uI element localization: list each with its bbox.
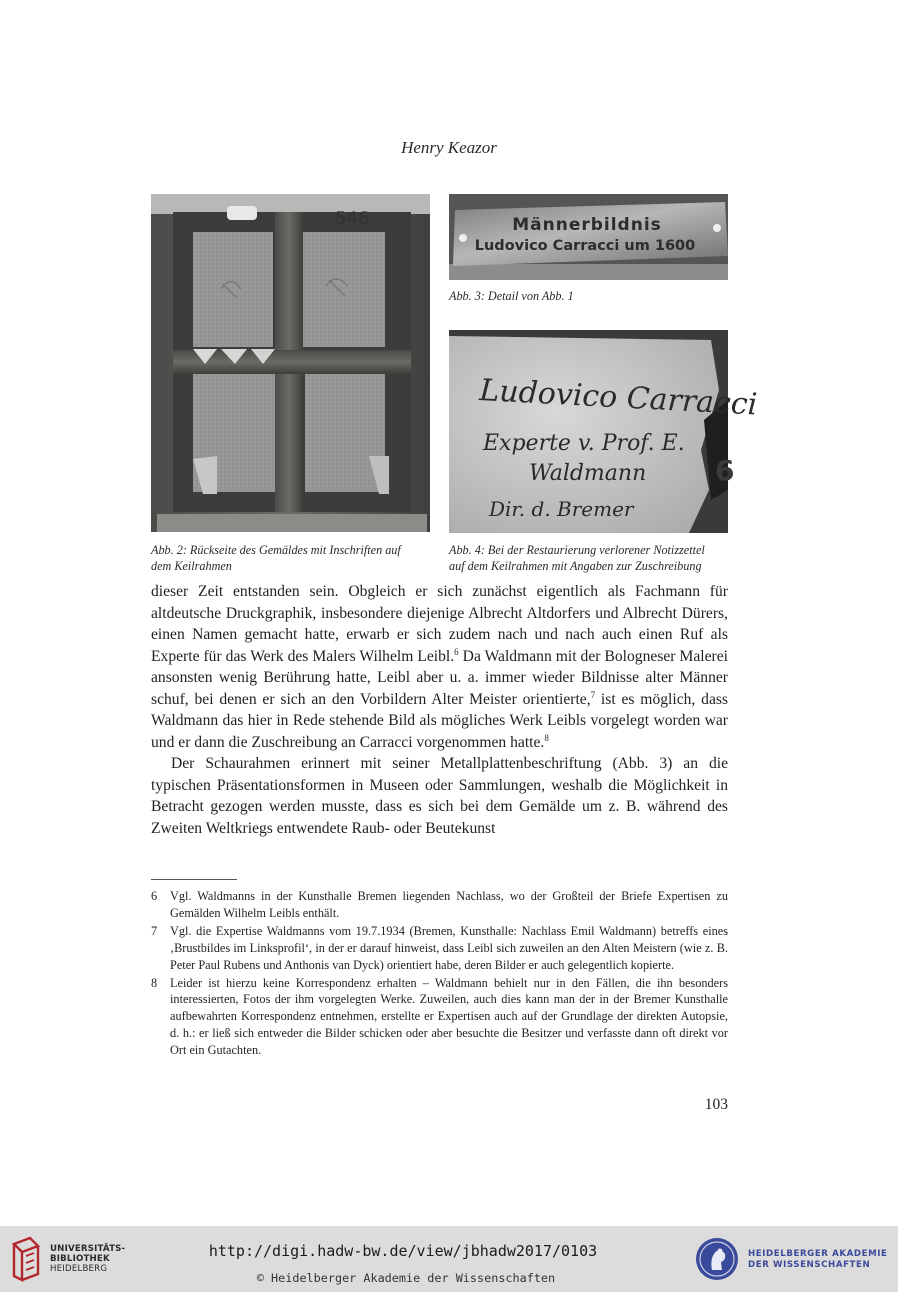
footnote-number: 8	[151, 975, 158, 990]
svg-text:6: 6	[715, 454, 735, 487]
footnote-number: 6	[151, 889, 158, 903]
note-line2: Experte v. Prof. E.	[483, 431, 685, 456]
hadw-name[interactable]	[748, 1249, 888, 1271]
page-number: 103	[704, 1096, 728, 1113]
caption-abb2	[151, 542, 436, 574]
copyright-notice: © Heidelberger Akademie der Wissenschaften	[256, 1271, 556, 1285]
hadw-line2: DER WISSENSCHAFTEN	[748, 1260, 871, 1270]
plate-text-line1: Männerbildnis	[512, 215, 662, 235]
footnote-text: Leider ist hierzu keine Korrespondenz erhalten – Waldmann behielt nur in den Fällen, die ihn besonders interessierten, Fotos der ihm vorgelegten Werke. Zuweilen, auch dies kann man der in der Bremer Kunsthalle aufbewahrten Korrespondenz entnehmen, erstellte er Expertisen auch auf der Grundlage der direkten Autopsie, d. h.: er ließ sich entweder die Bilder schicken oder aber besuchte die Besitzer und verfasste dann oft direkt vor Ort ein Gutachten.	[170, 975, 728, 1058]
note-line1: Ludovico Carracci	[478, 373, 759, 423]
hadw-line1: HEIDELBERGER AKADEMIE	[748, 1249, 888, 1259]
caption-abb3: Abb. 3: Detail von Abb. 1	[449, 289, 574, 303]
svg-text:546: 546	[335, 208, 370, 229]
paragraph-1	[151, 581, 728, 753]
figure-abb3-metal-plate	[449, 194, 728, 280]
paragraph-1-part-a: dieser Zeit entstanden sein. Obgleich er sich zunächst eigentlich als Fachmann für altdeutsche Druckgraphik, insbesondere diejenige Albrecht Altdorfers und Albrecht Dürers, einen Namen gemacht hatte, erwarb er sich zudem nach und nach auch einen Ruf als Experte für das Werk des Malers Wilhelm Leibl.	[151, 583, 728, 665]
footnote-number: 7	[151, 923, 158, 938]
caption-abb2-line1: Abb. 2: Rückseite des Gemäldes mit Inschriften auf	[151, 543, 401, 557]
footer-bar	[0, 1226, 898, 1292]
hadw-seal-logo-icon[interactable]	[694, 1236, 740, 1282]
caption-abb4-line1: Abb. 4: Bei der Restaurierung verlorener Notizzettel	[449, 543, 705, 557]
note-line4: Dir. d. Bremer	[489, 497, 634, 521]
caption-abb4	[449, 542, 734, 574]
body-text	[151, 581, 728, 839]
ub-line1: UNIVERSITÄTS-	[50, 1244, 126, 1254]
footnote-ref-8[interactable]: 8	[544, 732, 549, 743]
paragraph-2: Der Schaurahmen erinnert mit seiner Metallplattenbeschriftung (Abb. 3) an die typischen Präsentationsformen in Museen oder Sammlungen, weshalb die Möglichkeit in Betracht gezogen werden musste, dass es sich bei dem Gemälde um z. B. während des Zweiten Weltkriegs entwendete Raub- oder Beutekunst	[151, 755, 728, 837]
figure-abb2-painting-back	[151, 194, 430, 532]
footnote-8	[151, 975, 728, 1060]
footnote-text: Vgl. die Expertise Waldmanns vom 19.7.1934 (Bremen, Kunsthalle: Nachlass Emil Waldmann) betreffs eines ‚Brustbildes im Linksprofil‘, in der er darauf hinweist, dass Leibl sich zuweilen an den Alten Meistern (wie z. B. Peter Paul Rubens und Anthonis van Dyck) orientiert habe, deren Bilder er auch gelegentlich kopierte.	[170, 923, 728, 972]
footnote-6	[151, 888, 728, 922]
footnote-rule	[151, 879, 237, 880]
permalink-url[interactable]: http://digi.hadw-bw.de/view/jbhadw2017/0103	[208, 1242, 598, 1260]
ub-line3: HEIDELBERG	[50, 1264, 108, 1274]
paragraph-1-part-b: Da Waldmann mit der Bologneser Malerei ansonsten wenig Berührung hatte, Leibl aber u. a. immer wieder Bildnisse alter Männer schuf, bei denen er sich an den Vorbildern Alter Meister orientierte,	[151, 647, 728, 708]
ub-line2: BIBLIOTHEK	[50, 1254, 110, 1264]
paragraph-1-part-c: ist es möglich, dass Waldmann das hier in Rede stehende Bild als mögliches Werk Leibls vorgelegt worden war und er dann die Zuschreibung an Carracci vorgenommen hatte.	[151, 690, 728, 751]
note-line3: Waldmann	[529, 461, 647, 486]
footnote-ref-6[interactable]: 6	[454, 646, 459, 657]
footnote-ref-7[interactable]: 7	[590, 689, 596, 700]
footnote-7	[151, 923, 728, 974]
caption-abb2-line2: dem Keilrahmen	[151, 559, 232, 573]
plate-text-line2: Ludovico Carracci um 1600	[474, 238, 696, 254]
caption-abb4-line2: auf dem Keilrahmen mit Angaben zur Zuschreibung	[449, 559, 702, 573]
footnotes	[151, 888, 728, 1060]
footnote-text: Vgl. Waldmanns in der Kunsthalle Bremen liegenden Nachlass, wo der Großteil der Briefe Expertisen zu Gemälden Wilhelm Leibls enthält.	[170, 889, 728, 920]
figure-abb4-handwritten-note	[449, 330, 759, 533]
running-head: Henry Keazor	[401, 138, 497, 157]
